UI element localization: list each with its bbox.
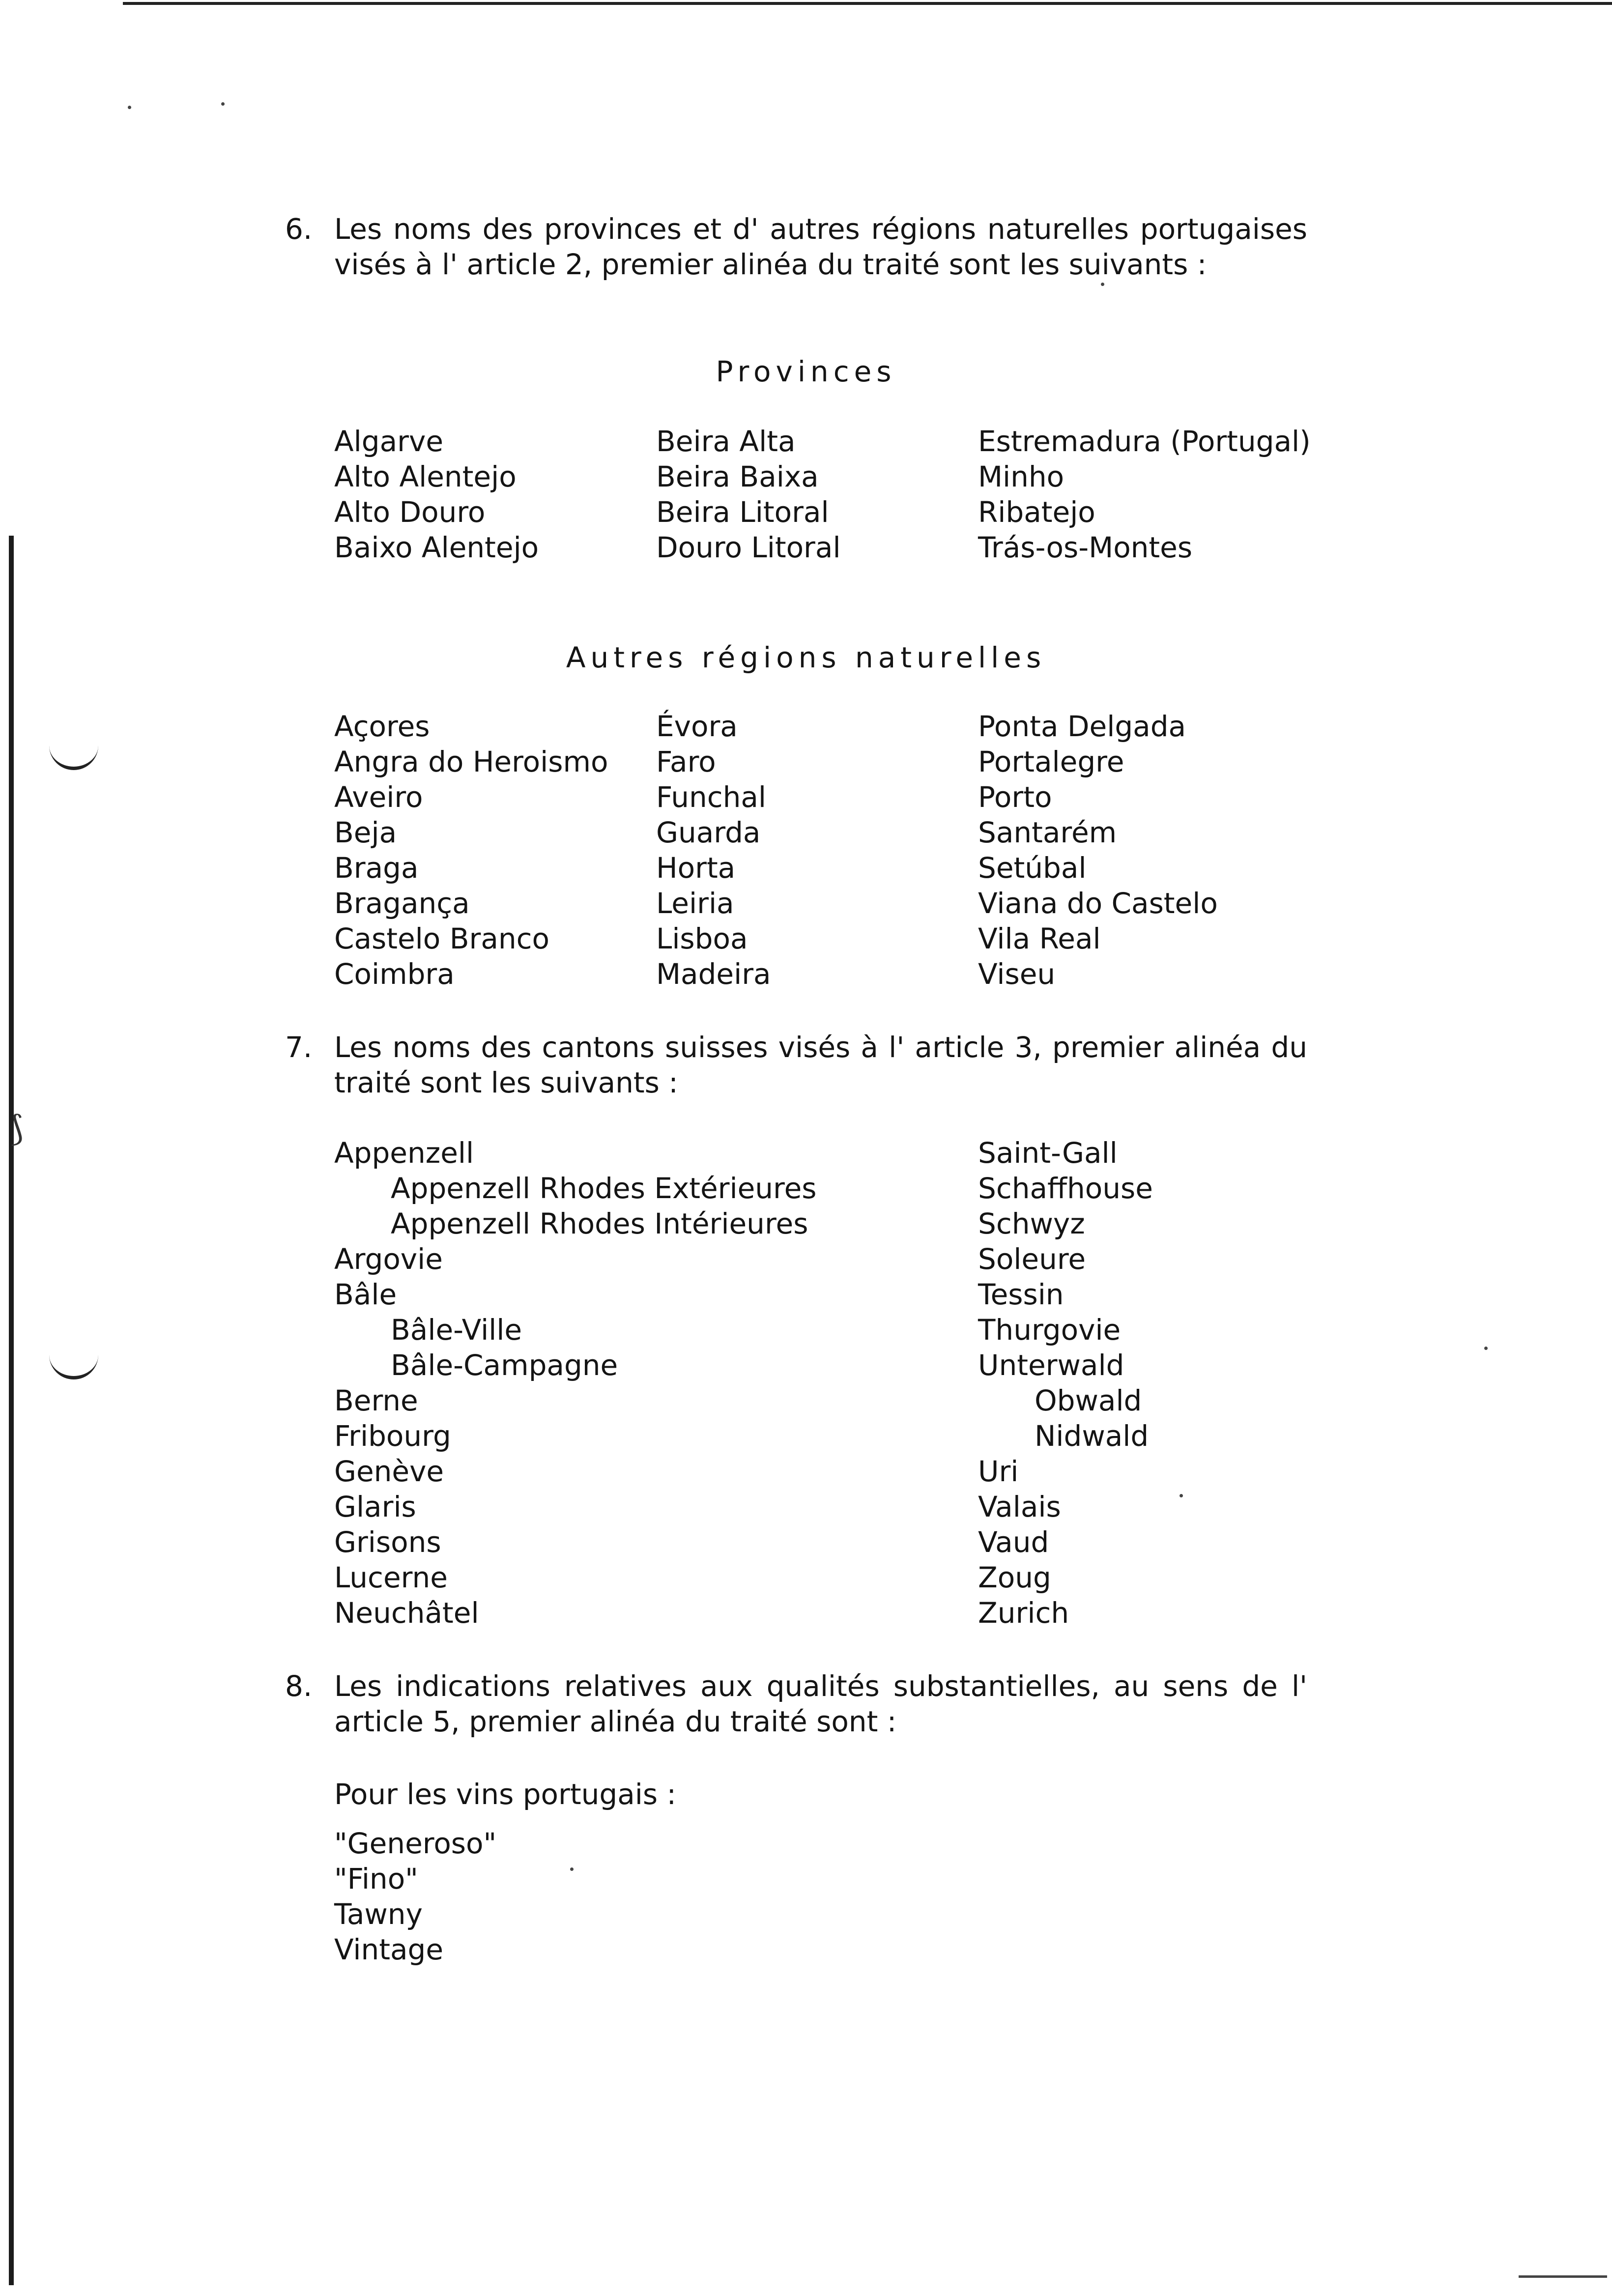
list-item: Obwald bbox=[1035, 1384, 1142, 1417]
list-item: Ponta Delgada bbox=[978, 710, 1186, 743]
list-item: Schwyz bbox=[978, 1207, 1085, 1240]
list-item: Porto bbox=[978, 780, 1052, 814]
list-item: Vaud bbox=[978, 1525, 1049, 1559]
list-item: Bragança bbox=[334, 887, 470, 920]
list-item: Guarda bbox=[656, 816, 761, 849]
list-item: Grisons bbox=[334, 1525, 441, 1559]
list-item: Vintage bbox=[334, 1933, 444, 1966]
list-item: "Generoso" bbox=[334, 1827, 497, 1860]
binding-mark bbox=[49, 1347, 98, 1379]
speck bbox=[1101, 283, 1104, 286]
list-item: Madeira bbox=[656, 957, 771, 991]
list-item: Beira Baixa bbox=[656, 460, 819, 493]
list-item: Castelo Branco bbox=[334, 922, 550, 955]
section-text: Les noms des provinces et d' autres régions naturelles portugaises visés à l' article 2, premier alinéa du traité sont les suivants : bbox=[334, 212, 1307, 281]
speck bbox=[1484, 1347, 1488, 1350]
list-item: Algarve bbox=[334, 425, 444, 458]
list-item: Tessin bbox=[978, 1278, 1064, 1311]
list-item: Estremadura (Portugal) bbox=[978, 425, 1311, 458]
list-item: Argovie bbox=[334, 1242, 443, 1276]
list-item: Coimbra bbox=[334, 957, 455, 991]
list-item: Angra do Heroismo bbox=[334, 745, 608, 778]
list-item: Beira Alta bbox=[656, 425, 796, 458]
list-item: Santarém bbox=[978, 816, 1117, 849]
list-item: Portalegre bbox=[978, 745, 1124, 778]
list-item: Bâle bbox=[334, 1278, 397, 1311]
list-item: Appenzell Rhodes Intérieures bbox=[391, 1207, 808, 1240]
provinces-column-3 bbox=[978, 424, 1311, 565]
list-item: Appenzell Rhodes Extérieures bbox=[391, 1172, 817, 1205]
list-item: Appenzell bbox=[334, 1136, 474, 1170]
wines-list bbox=[334, 1826, 496, 1967]
section-text: Les noms des cantons suisses visés à l' article 3, premier alinéa du traité sont les suivants : bbox=[334, 1031, 1307, 1099]
list-item: Schaffhouse bbox=[978, 1172, 1153, 1205]
list-item: Thurgovie bbox=[978, 1313, 1121, 1347]
list-item: Lisboa bbox=[656, 922, 748, 955]
regions-column-2 bbox=[656, 709, 771, 992]
list-item: Beja bbox=[334, 816, 397, 849]
section-number: 6. bbox=[285, 212, 313, 246]
list-item: Unterwald bbox=[978, 1349, 1124, 1382]
cantons-column-left bbox=[334, 1135, 817, 1631]
list-item: Alto Alentejo bbox=[334, 460, 517, 493]
list-item: Saint-Gall bbox=[978, 1136, 1118, 1170]
list-item: Neuchâtel bbox=[334, 1596, 479, 1630]
list-item: Bâle-Campagne bbox=[391, 1349, 618, 1382]
list-item: Genève bbox=[334, 1455, 444, 1488]
provinces-column-2 bbox=[656, 424, 841, 565]
provinces-heading: Provinces bbox=[716, 355, 896, 388]
speck bbox=[221, 102, 225, 106]
list-item: Beira Litoral bbox=[656, 495, 829, 529]
list-item: Uri bbox=[978, 1455, 1019, 1488]
list-item: Glaris bbox=[334, 1490, 416, 1523]
binding-mark: ⟆ bbox=[10, 1108, 24, 1148]
list-item: Nidwald bbox=[1035, 1419, 1149, 1453]
list-item: Alto Douro bbox=[334, 495, 486, 529]
list-item: "Fino" bbox=[334, 1862, 418, 1895]
list-item: Zurich bbox=[978, 1596, 1069, 1630]
list-item: Leiria bbox=[656, 887, 734, 920]
list-item: Horta bbox=[656, 851, 736, 885]
list-item: Aveiro bbox=[334, 780, 423, 814]
list-item: Setúbal bbox=[978, 851, 1087, 885]
list-item: Bâle-Ville bbox=[391, 1313, 522, 1347]
list-item: Évora bbox=[656, 710, 738, 743]
speck bbox=[570, 1867, 574, 1871]
list-item: Valais bbox=[978, 1490, 1061, 1523]
speck bbox=[128, 106, 131, 109]
cantons-column-right bbox=[978, 1135, 1153, 1631]
list-item: Fribourg bbox=[334, 1419, 451, 1453]
list-item: Douro Litoral bbox=[656, 531, 841, 564]
section-number: 8. bbox=[285, 1669, 313, 1703]
section-number: 7. bbox=[285, 1031, 313, 1064]
top-rule bbox=[123, 2, 1612, 5]
regions-column-1 bbox=[334, 709, 608, 992]
list-item: Funchal bbox=[656, 780, 767, 814]
list-item: Viseu bbox=[978, 957, 1056, 991]
regions-column-3 bbox=[978, 709, 1218, 992]
list-item: Faro bbox=[656, 745, 716, 778]
binding-mark bbox=[49, 737, 98, 770]
list-item: Lucerne bbox=[334, 1561, 448, 1594]
list-item: Baixo Alentejo bbox=[334, 531, 539, 564]
bottom-rule bbox=[1519, 2275, 1607, 2278]
binding-margin-line bbox=[9, 536, 14, 2285]
list-item: Soleure bbox=[978, 1242, 1086, 1276]
list-item: Minho bbox=[978, 460, 1065, 493]
list-item: Berne bbox=[334, 1384, 418, 1417]
provinces-column-1 bbox=[334, 424, 539, 565]
wines-subheading: Pour les vins portugais : bbox=[334, 1778, 677, 1811]
list-item: Trás-os-Montes bbox=[978, 531, 1193, 564]
regions-heading: Autres régions naturelles bbox=[566, 641, 1046, 674]
list-item: Viana do Castelo bbox=[978, 887, 1218, 920]
list-item: Tawny bbox=[334, 1897, 423, 1931]
list-item: Açores bbox=[334, 710, 430, 743]
list-item: Braga bbox=[334, 851, 419, 885]
speck bbox=[1180, 1494, 1183, 1497]
list-item: Zoug bbox=[978, 1561, 1051, 1594]
section-text: Les indications relatives aux qualités substantielles, au sens de l' article 5, premier alinéa du traité sont : bbox=[334, 1669, 1307, 1738]
list-item: Ribatejo bbox=[978, 495, 1095, 529]
list-item: Vila Real bbox=[978, 922, 1101, 955]
